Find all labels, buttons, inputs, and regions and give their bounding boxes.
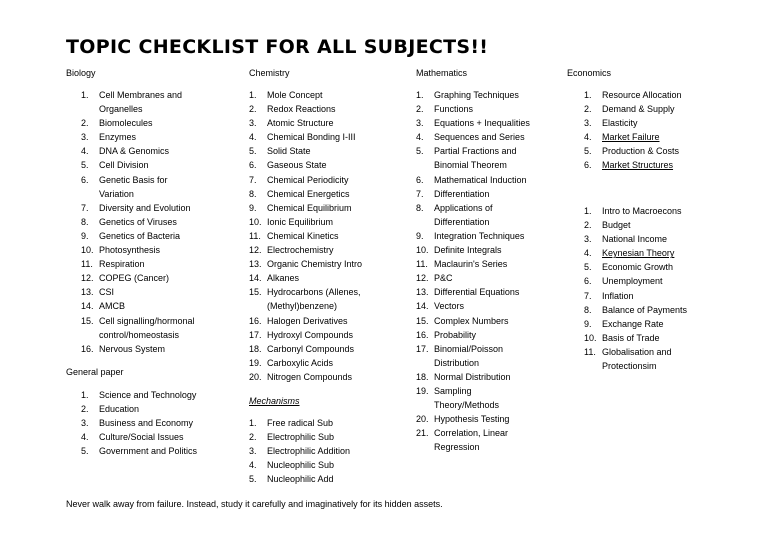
topic-label: Balance of Payments <box>602 304 688 315</box>
topic-label: Chemical Periodicity <box>267 174 349 185</box>
topic-label: Science and Technology <box>99 390 197 400</box>
topic-label: Production & Costs <box>602 146 680 157</box>
topic-item <box>249 187 362 201</box>
topic-label: Biomolecules <box>99 118 153 129</box>
topic-number: 20. <box>416 414 429 425</box>
topic-item <box>249 215 362 229</box>
topic-item <box>249 130 362 144</box>
topic-label: Maclaurin's Series <box>434 259 508 270</box>
page-title: TOPIC CHECKLIST FOR ALL SUBJECTS!! <box>66 36 489 58</box>
topic-item <box>249 201 362 215</box>
topic-label: Protectionsim <box>602 361 657 372</box>
topic-label: Regression <box>434 442 480 453</box>
topic-item <box>249 416 350 430</box>
topic-label: Electrochemistry <box>267 245 334 256</box>
topic-item <box>249 370 362 384</box>
topic-item <box>416 144 530 172</box>
topic-item <box>81 314 195 342</box>
topic-item <box>416 88 530 102</box>
topic-label: Variation <box>99 188 134 199</box>
topic-number: 4. <box>584 132 592 143</box>
topic-number: 2. <box>249 432 257 443</box>
topic-item <box>416 201 530 229</box>
biology-topic-list <box>81 88 195 356</box>
topic-label: Market Failure <box>602 132 660 143</box>
topic-item <box>416 271 530 285</box>
topic-label: Basis of Trade <box>602 332 660 343</box>
topic-label: Government and Politics <box>99 446 198 457</box>
general-paper-heading: General paper <box>66 367 124 377</box>
topic-number: 8. <box>81 216 89 227</box>
topic-label: AMCB <box>99 301 126 312</box>
topic-number: 11. <box>249 230 261 241</box>
topic-label: Binomial Theorem <box>434 160 507 171</box>
topic-item <box>416 342 530 370</box>
topic-number: 7. <box>416 188 424 199</box>
topic-item <box>81 229 195 243</box>
topic-number: 11. <box>81 259 93 270</box>
topic-label: Chemical Energetics <box>267 188 350 199</box>
topic-item <box>249 243 362 257</box>
topic-item <box>584 274 687 288</box>
topic-number: 14. <box>81 301 94 312</box>
topic-label: Theory/Methods <box>434 400 500 411</box>
topic-label: Chemical Equilibrium <box>267 202 352 213</box>
topic-label: Demand & Supply <box>602 104 675 115</box>
topic-number: 20. <box>249 371 262 382</box>
topic-label: (Methyl)benzene) <box>267 301 338 312</box>
topic-item <box>81 130 195 144</box>
chemistry-heading: Chemistry <box>249 68 290 78</box>
topic-label: Distribution <box>434 357 480 368</box>
topic-item <box>81 257 195 271</box>
topic-label: Integration Techniques <box>434 230 525 241</box>
topic-item <box>81 444 197 458</box>
topic-number: 6. <box>584 160 592 171</box>
topic-label: Differential Equations <box>434 287 520 298</box>
topic-label: Enzymes <box>99 132 137 143</box>
topic-label: Market Structures <box>602 160 674 171</box>
topic-item <box>249 328 362 342</box>
topic-number: 9. <box>416 230 424 241</box>
topic-number: 4. <box>249 460 257 471</box>
topic-label: Genetics of Bacteria <box>99 230 181 241</box>
topic-label: Nucleophilic Sub <box>267 460 335 471</box>
topic-label: Carboxylic Acids <box>267 357 334 368</box>
topic-label: Probability <box>434 329 477 340</box>
topic-number: 5. <box>249 474 257 485</box>
topic-number: 7. <box>584 290 592 301</box>
topic-item <box>584 232 687 246</box>
economics-heading: Economics <box>567 68 612 78</box>
topic-item <box>249 271 362 285</box>
topic-number: 19. <box>249 357 262 368</box>
topic-label: Halogen Derivatives <box>267 315 348 326</box>
topic-label: Hydroxyl Compounds <box>267 329 354 340</box>
topic-label: Normal Distribution <box>434 371 511 382</box>
topic-item <box>81 299 195 313</box>
biology-heading: Biology <box>66 68 96 78</box>
topic-number: 1. <box>249 90 257 100</box>
topic-number: 6. <box>249 160 257 171</box>
topic-number: 2. <box>81 404 89 415</box>
topic-label: Graphing Techniques <box>434 90 519 100</box>
topic-item <box>81 243 195 257</box>
topic-label: Diversity and Evolution <box>99 202 191 213</box>
topic-number: 17. <box>416 343 429 354</box>
topic-number: 5. <box>81 160 89 171</box>
topic-number: 6. <box>584 276 592 287</box>
topic-label: Solid State <box>267 146 311 157</box>
topic-label: Exchange Rate <box>602 318 664 329</box>
topic-label: Nucleophilic Add <box>267 474 334 485</box>
topic-label: Hypothesis Testing <box>434 414 510 425</box>
topic-item <box>416 187 530 201</box>
topic-item <box>249 144 362 158</box>
mechanisms-topic-list <box>249 416 350 486</box>
mathematics-heading: Mathematics <box>416 68 468 78</box>
topic-number: 1. <box>81 390 89 400</box>
topic-label: Chemical Kinetics <box>267 230 339 241</box>
topic-label: Respiration <box>99 259 145 270</box>
general-paper-topic-list <box>81 388 197 458</box>
topic-number: 4. <box>249 132 257 143</box>
topic-item <box>81 158 195 172</box>
topic-number: 16. <box>81 343 94 354</box>
topic-number: 2. <box>584 104 592 115</box>
topic-number: 3. <box>584 118 592 129</box>
economics-macro-topic-list <box>584 204 687 373</box>
topic-number: 2. <box>81 118 89 129</box>
topic-number: 11. <box>584 346 596 357</box>
topic-item <box>81 144 195 158</box>
topic-item <box>416 285 530 299</box>
topic-number: 10. <box>416 245 429 256</box>
topic-label: Cell signalling/hormonal <box>99 315 195 326</box>
topic-number: 1. <box>416 90 424 100</box>
topic-item <box>416 384 530 412</box>
topic-number: 3. <box>249 446 257 457</box>
topic-label: Cell Division <box>99 160 149 171</box>
topic-label: Partial Fractions and <box>434 146 517 157</box>
topic-item <box>249 472 350 486</box>
topic-number: 10. <box>584 332 597 343</box>
topic-item <box>249 229 362 243</box>
topic-number: 11. <box>416 259 428 270</box>
topic-number: 13. <box>249 259 262 270</box>
topic-number: 4. <box>81 146 89 157</box>
topic-number: 2. <box>416 104 424 115</box>
topic-number: 14. <box>249 273 262 284</box>
topic-label: Carbonyl Compounds <box>267 343 355 354</box>
topic-label: Photosynthesis <box>99 245 161 256</box>
topic-item <box>249 116 362 130</box>
topic-number: 6. <box>81 174 89 185</box>
topic-item <box>584 130 682 144</box>
topic-item <box>249 88 362 102</box>
topic-number: 5. <box>81 446 89 457</box>
topic-item <box>416 314 530 328</box>
topic-item <box>81 388 197 402</box>
topic-label: Business and Economy <box>99 418 194 429</box>
topic-label: Definite Integrals <box>434 245 502 256</box>
topic-label: Budget <box>602 220 631 231</box>
topic-item <box>81 342 195 356</box>
topic-label: Vectors <box>434 301 465 312</box>
topic-item <box>81 215 195 229</box>
topic-item <box>584 204 687 218</box>
topic-number: 1. <box>81 90 89 100</box>
economics-micro-topic-list <box>584 88 682 173</box>
topic-label: Keynesian Theory <box>602 248 675 259</box>
topic-label: Alkanes <box>267 273 300 284</box>
topic-item <box>249 458 350 472</box>
topic-number: 18. <box>416 371 429 382</box>
topic-item <box>584 345 687 373</box>
topic-number: 10. <box>249 216 262 227</box>
topic-label: Education <box>99 404 140 415</box>
topic-label: Economic Growth <box>602 262 674 273</box>
topic-item <box>416 102 530 116</box>
topic-number: 5. <box>249 146 257 157</box>
topic-item <box>584 158 682 172</box>
topic-label: Organelles <box>99 104 143 115</box>
topic-number: 10. <box>81 245 94 256</box>
topic-item <box>416 328 530 342</box>
topic-number: 6. <box>416 174 424 185</box>
topic-label: COPEG (Cancer) <box>99 273 170 284</box>
topic-label: Intro to Macroecons <box>602 206 682 216</box>
topic-item <box>584 102 682 116</box>
topic-item <box>81 201 195 215</box>
topic-number: 16. <box>249 315 262 326</box>
topic-item <box>249 158 362 172</box>
topic-item <box>249 102 362 116</box>
topic-item <box>81 173 195 201</box>
topic-item <box>584 331 687 345</box>
topic-label: Hydrocarbons (Allenes, <box>267 287 361 298</box>
topic-number: 9. <box>249 202 257 213</box>
topic-item <box>249 356 362 370</box>
topic-label: Redox Reactions <box>267 104 336 115</box>
topic-number: 16. <box>416 329 429 340</box>
topic-label: Differentiation <box>434 216 490 227</box>
topic-label: Resource Allocation <box>602 90 682 100</box>
topic-number: 5. <box>416 146 424 157</box>
topic-label: Organic Chemistry Intro <box>267 259 363 270</box>
topic-label: Genetics of Viruses <box>99 216 177 227</box>
topic-number: 5. <box>584 146 592 157</box>
topic-label: Mole Concept <box>267 90 323 100</box>
topic-item <box>584 144 682 158</box>
topic-number: 9. <box>81 230 89 241</box>
topic-number: 4. <box>416 132 424 143</box>
topic-number: 4. <box>584 248 592 259</box>
topic-number: 19. <box>416 385 429 396</box>
topic-label: Chemical Bonding I-III <box>267 132 356 143</box>
topic-item <box>584 303 687 317</box>
topic-item <box>249 430 350 444</box>
topic-label: Functions <box>434 104 474 115</box>
topic-label: Applications of <box>434 202 493 213</box>
topic-number: 8. <box>416 202 424 213</box>
topic-item <box>584 246 687 260</box>
topic-label: Mathematical Induction <box>434 174 527 185</box>
topic-item <box>249 342 362 356</box>
topic-number: 3. <box>416 118 424 129</box>
topic-number: 14. <box>416 301 429 312</box>
chemistry-topic-list <box>249 88 362 384</box>
topic-label: Complex Numbers <box>434 315 509 326</box>
topic-item <box>584 116 682 130</box>
topic-label: Binomial/Poisson <box>434 343 504 354</box>
topic-number: 17. <box>249 329 262 340</box>
mechanisms-heading: Mechanisms <box>249 396 300 406</box>
topic-item <box>416 130 530 144</box>
topic-number: 5. <box>584 262 592 273</box>
topic-item <box>416 229 530 243</box>
topic-number: 1. <box>584 90 592 100</box>
topic-number: 7. <box>81 202 89 213</box>
topic-number: 1. <box>584 206 592 216</box>
topic-item <box>584 88 682 102</box>
topic-number: 1. <box>249 418 257 428</box>
topic-item <box>249 444 350 458</box>
topic-item <box>249 314 362 328</box>
topic-number: 8. <box>249 188 257 199</box>
topic-number: 8. <box>584 304 592 315</box>
topic-item <box>416 426 530 454</box>
topic-label: Globalisation and <box>602 346 672 357</box>
topic-number: 2. <box>584 220 592 231</box>
topic-number: 15. <box>249 287 262 298</box>
topic-label: control/homeostasis <box>99 329 180 340</box>
mathematics-topic-list <box>416 88 530 454</box>
topic-item <box>81 416 197 430</box>
topic-number: 7. <box>249 174 257 185</box>
topic-item <box>584 218 687 232</box>
topic-number: 13. <box>416 287 429 298</box>
topic-label: Nervous System <box>99 343 166 354</box>
topic-item <box>81 116 195 130</box>
topic-number: 18. <box>249 343 262 354</box>
topic-item <box>416 299 530 313</box>
topic-item <box>416 257 530 271</box>
topic-label: CSI <box>99 287 115 298</box>
topic-item <box>249 257 362 271</box>
topic-number: 2. <box>249 104 257 115</box>
footer-quote: Never walk away from failure. Instead, study it carefully and imaginatively for its hidden assets. <box>66 499 443 509</box>
topic-number: 3. <box>81 418 89 429</box>
topic-number: 15. <box>81 315 94 326</box>
topic-number: 13. <box>81 287 94 298</box>
topic-label: National Income <box>602 234 668 245</box>
topic-label: Nitrogen Compounds <box>267 371 353 382</box>
topic-item <box>416 243 530 257</box>
topic-label: DNA & Genomics <box>99 146 170 157</box>
topic-label: Equations + Inequalities <box>434 118 530 129</box>
topic-number: 12. <box>81 273 94 284</box>
topic-label: Gaseous State <box>267 160 327 171</box>
topic-item <box>81 430 197 444</box>
topic-label: Electrophilic Addition <box>267 446 351 457</box>
topic-label: Electrophilic Sub <box>267 432 335 443</box>
topic-label: Atomic Structure <box>267 118 334 129</box>
topic-item <box>249 285 362 313</box>
topic-number: 4. <box>81 432 89 443</box>
topic-label: Culture/Social Issues <box>99 432 184 443</box>
topic-item <box>81 271 195 285</box>
topic-label: Cell Membranes and <box>99 90 183 100</box>
topic-label: Genetic Basis for <box>99 174 168 185</box>
topic-item <box>416 173 530 187</box>
topic-label: Sequences and Series <box>434 132 525 143</box>
topic-item <box>81 402 197 416</box>
topic-label: Free radical Sub <box>267 418 334 428</box>
topic-item <box>81 285 195 299</box>
topic-label: Inflation <box>602 290 634 301</box>
topic-number: 3. <box>81 132 89 143</box>
topic-number: 12. <box>416 273 429 284</box>
topic-label: Correlation, Linear <box>434 428 509 439</box>
topic-label: Unemployment <box>602 276 663 287</box>
topic-label: P&C <box>434 273 453 284</box>
topic-item <box>584 260 687 274</box>
topic-item <box>416 116 530 130</box>
topic-label: Ionic Equilibrium <box>267 216 334 227</box>
topic-number: 3. <box>584 234 592 245</box>
topic-label: Differentiation <box>434 188 490 199</box>
topic-number: 12. <box>249 245 262 256</box>
topic-number: 21. <box>416 428 429 439</box>
topic-item <box>81 88 195 116</box>
topic-item <box>584 317 687 331</box>
topic-item <box>249 173 362 187</box>
topic-item <box>416 370 530 384</box>
topic-number: 3. <box>249 118 257 129</box>
topic-number: 9. <box>584 318 592 329</box>
topic-number: 15. <box>416 315 429 326</box>
topic-label: Sampling <box>434 385 472 396</box>
topic-item <box>416 412 530 426</box>
topic-item <box>584 289 687 303</box>
topic-label: Elasticity <box>602 118 638 129</box>
